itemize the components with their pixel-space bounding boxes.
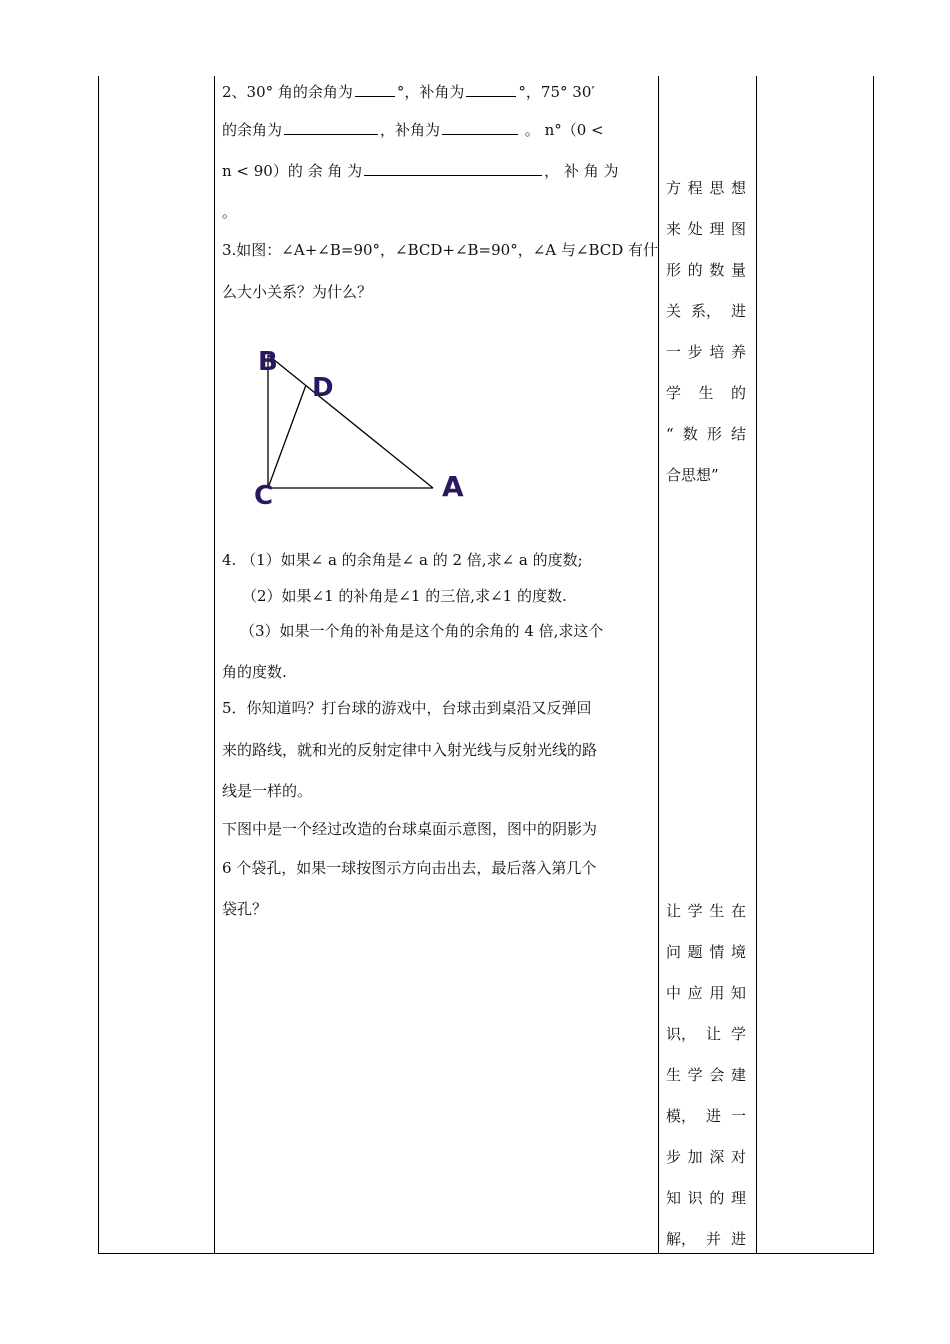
note-char: 题: [687, 943, 703, 961]
note-char: 数: [682, 425, 698, 443]
note-line: [666, 217, 746, 241]
note-char: 解，: [666, 1230, 697, 1248]
note-char: 用: [709, 984, 725, 1002]
answer-blank[interactable]: [284, 118, 378, 135]
note-char: 会: [709, 1066, 725, 1084]
note-char: 的: [730, 384, 746, 402]
note-line: [666, 1145, 746, 1169]
note-line: [666, 981, 746, 1005]
note-char: 模，: [666, 1107, 697, 1125]
note-char: 程: [687, 179, 703, 197]
note-char: 形: [706, 425, 722, 443]
note-char: 中: [666, 984, 682, 1002]
note-char: 在: [730, 902, 746, 920]
note-char: 图: [730, 220, 746, 238]
note-line: 合思想”: [666, 466, 719, 484]
answer-blank[interactable]: [466, 80, 516, 97]
note-char: 一: [666, 343, 682, 361]
note-line: [666, 1227, 746, 1251]
note-char: 来: [666, 220, 682, 238]
note-char: 理: [730, 1189, 746, 1207]
note-char: 一: [730, 1107, 746, 1125]
note-char: “: [666, 425, 674, 443]
note-line: [666, 381, 746, 405]
note-char: 思: [709, 179, 725, 197]
note-char: 让: [666, 902, 682, 920]
q2-text: 。 n°（0 <: [520, 121, 604, 139]
note-char: 数: [709, 261, 725, 279]
note-char: 问: [666, 943, 682, 961]
note-char: 学: [730, 1025, 746, 1043]
note-char: 生: [666, 1066, 682, 1084]
note-char: 养: [730, 343, 746, 361]
note-char: 培: [709, 343, 725, 361]
note-char: 方: [666, 179, 682, 197]
q2-text: 的余角为: [222, 121, 283, 139]
table-divider-1: [214, 76, 215, 1254]
q2-line-2: [222, 118, 604, 142]
note-char: 生: [698, 384, 714, 402]
q4-line-3: （3）如果一个角的补角是这个角的余角的 4 倍,求这个: [240, 622, 604, 640]
note-line: [666, 258, 746, 282]
note-char: 形: [666, 261, 682, 279]
q5-line-5: 6 个袋孔，如果一球按图示方向击出去，最后落入第几个: [222, 859, 597, 877]
note-char: 境: [730, 943, 746, 961]
note-char: 知: [666, 1189, 682, 1207]
triangle-figure: [248, 340, 478, 515]
note-char: 进: [730, 1230, 746, 1248]
note-line: [666, 940, 746, 964]
note-char: 进: [730, 302, 746, 320]
q5-line-3: 线是一样的。: [222, 782, 313, 800]
table-divider-3: [756, 76, 757, 1254]
q5-line-1: 5．你知道吗？打台球的游戏中，台球击到桌沿又反弹回: [222, 699, 592, 717]
note-char: 建: [730, 1066, 746, 1084]
note-char: 识，: [666, 1025, 697, 1043]
note-line: [666, 299, 746, 323]
note-char: 理: [709, 220, 725, 238]
q2-line-3: [222, 159, 618, 183]
note-line: [666, 1186, 746, 1210]
q2-text: °，75° 30′: [518, 83, 595, 101]
note-char: 想: [730, 179, 746, 197]
note-char: 情: [709, 943, 725, 961]
label-a: A: [442, 470, 464, 503]
note-char: 对: [730, 1148, 746, 1166]
q4-line-2: （2）如果∠1 的补角是∠1 的三倍,求∠1 的度数.: [242, 587, 567, 605]
q3-line-2: 么大小关系？为什么？: [222, 283, 373, 301]
note-char: 步: [687, 343, 703, 361]
note-char: 应: [687, 984, 703, 1002]
note-line: [666, 176, 746, 200]
note-char: 关: [666, 302, 682, 320]
note-char: 学: [687, 902, 703, 920]
label-d: D: [312, 373, 334, 403]
note-char: 识: [687, 1189, 703, 1207]
note-char: 步: [666, 1148, 682, 1166]
q3-line-1: 3.如图：∠A+∠B=90°，∠BCD+∠B=90°，∠A 与∠BCD 有什: [222, 241, 659, 259]
table-border-right: [873, 76, 874, 1254]
q2-text: ，补角为: [380, 121, 441, 139]
note-line: [666, 1022, 746, 1046]
answer-blank[interactable]: [364, 159, 542, 176]
note-char: 并: [705, 1230, 721, 1248]
note-line: [666, 1104, 746, 1128]
q2-text: °，补角为: [396, 83, 465, 101]
q5-line-2: 来的路线，就和光的反射定律中入射光线与反射光线的路: [222, 741, 598, 759]
q4-line-4: 角的度数.: [222, 663, 287, 681]
note-char: 深: [709, 1148, 725, 1166]
answer-blank[interactable]: [442, 118, 518, 135]
note-char: 系，: [690, 302, 721, 320]
note-char: 量: [730, 261, 746, 279]
note-line: [666, 899, 746, 923]
note-char: 的: [709, 1189, 725, 1207]
table-border-bottom: [98, 1253, 874, 1254]
note-char: 生: [709, 902, 725, 920]
note-line: [666, 340, 746, 364]
note-char: 知: [730, 984, 746, 1002]
q2-text: 2、30° 角的余角为: [222, 83, 353, 101]
note-char: 学: [666, 384, 682, 402]
note-char: 让: [705, 1025, 721, 1043]
table-border-left: [98, 76, 99, 1254]
note-char: 处: [687, 220, 703, 238]
q5-line-4: 下图中是一个经过改造的台球桌面示意图，图中的阴影为: [222, 820, 598, 838]
note-char: 学: [687, 1066, 703, 1084]
q2-line-4: 。: [222, 203, 238, 221]
note-char: 的: [687, 261, 703, 279]
q5-line-6: 袋孔？: [222, 900, 268, 918]
q2-text: ， 补 角 为: [544, 162, 619, 180]
q2-text: n < 90）的 余 角 为: [222, 162, 363, 180]
note-char: 结: [730, 425, 746, 443]
q2-line-1: [222, 80, 595, 104]
note-line: [666, 422, 746, 446]
label-b: B: [258, 347, 278, 377]
answer-blank[interactable]: [355, 80, 395, 97]
note-line: [666, 1063, 746, 1087]
note-char: 加: [687, 1148, 703, 1166]
segment-cd: [268, 385, 306, 488]
q4-line-1: 4. （1）如果∠ a 的余角是∠ a 的 2 倍,求∠ a 的度数;: [222, 551, 583, 569]
table-divider-2: [658, 76, 659, 1254]
note-char: 进: [705, 1107, 721, 1125]
label-c: C: [254, 481, 274, 511]
